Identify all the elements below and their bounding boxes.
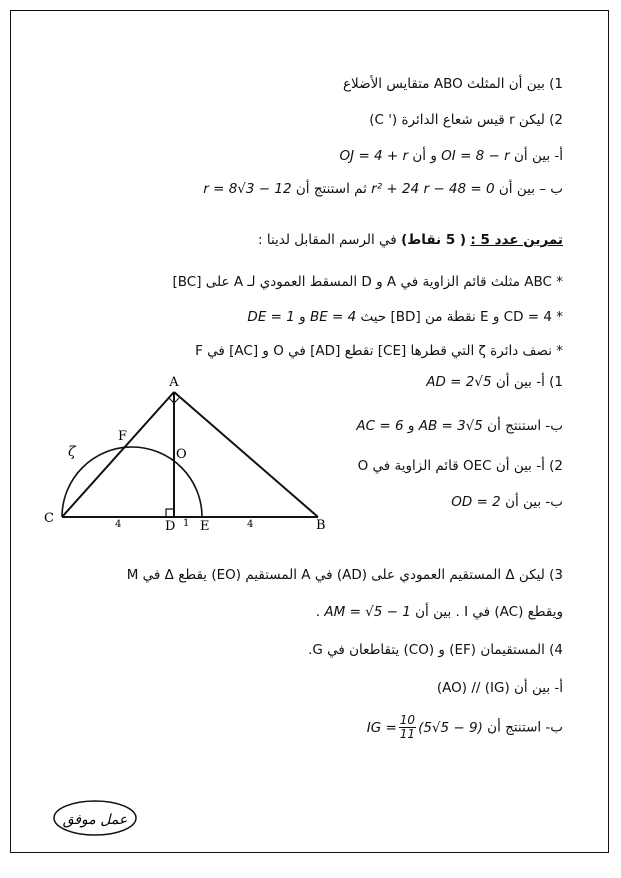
good-luck-stamp bbox=[52, 798, 138, 838]
label-d: D bbox=[165, 519, 176, 534]
part-2a: 2) أ- بين أن OEC قائم الزاوية في O bbox=[357, 458, 563, 474]
part-1a: 1) أ- بين أن AD = 2√5 bbox=[426, 374, 563, 390]
given-3: * نصف دائرة ζ التي قطرها [CE] تقطع [AD] في O و [AC] في F bbox=[195, 343, 563, 359]
label-c: C bbox=[44, 511, 54, 526]
question-2b: ب – بين أن r² + 24 r − 48 = 0 ثم استنتج أن r = 8√3 − 12 bbox=[203, 181, 563, 197]
part-4a: أ- بين أن (IG) // (AO) bbox=[436, 680, 563, 696]
part-3-line-2: ويقطع (AC) في I . بين أن AM = √5 − 1 . bbox=[315, 604, 563, 620]
given-2: * CD = 4 و E نقطة من [BD] حيث BE = 4 و DE = 1 bbox=[247, 309, 563, 325]
fraction: $\frac{10}{11}$ bbox=[399, 713, 416, 741]
part-4b: ب- استنتج أن IG = $\frac{10}{11}$ (5√5 − 9) bbox=[366, 713, 563, 741]
question-2: 2) ليكن r قيس شعاع الدائرة (' C) bbox=[369, 112, 563, 128]
label-e: E bbox=[200, 519, 210, 534]
question-2a: أ- بين أن OI = 8 − r و أن OJ = 4 + r bbox=[339, 148, 563, 164]
given-1: * ABC مثلث قائم الزاوية في A و D المسقط العمودي لـ A على [BC] bbox=[172, 274, 563, 290]
label-b: B bbox=[316, 518, 326, 533]
label-zeta: ζ bbox=[68, 444, 76, 460]
question-1: 1) بين أن المثلث ABO متقايس الأضلاع bbox=[343, 76, 563, 92]
part-2b: ب- بين أن OD = 2 bbox=[451, 494, 563, 510]
exercise-5-header: تمرين عدد 5 : ( 5 نقاط) في الرسم المقابل لدينا : bbox=[258, 232, 563, 248]
length-cd: 4 bbox=[115, 519, 122, 530]
length-eb: 4 bbox=[247, 519, 254, 530]
label-o: O bbox=[176, 447, 187, 462]
stamp-text: عمل موفق bbox=[62, 812, 128, 828]
length-de: 1 bbox=[183, 518, 190, 529]
part-3-line-1: 3) ليكن Δ المستقيم العمودي على (AD) في A المستقيم (EO) يقطع Δ في M bbox=[126, 567, 563, 583]
part-1b: ب- استنتج أن AB = 3√5 و AC = 6 bbox=[356, 418, 563, 434]
label-f: F bbox=[118, 429, 128, 444]
label-a: A bbox=[169, 375, 179, 390]
part-4: 4) المستقيمان (EF) و (CO) يتقاطعان في G. bbox=[308, 642, 563, 658]
